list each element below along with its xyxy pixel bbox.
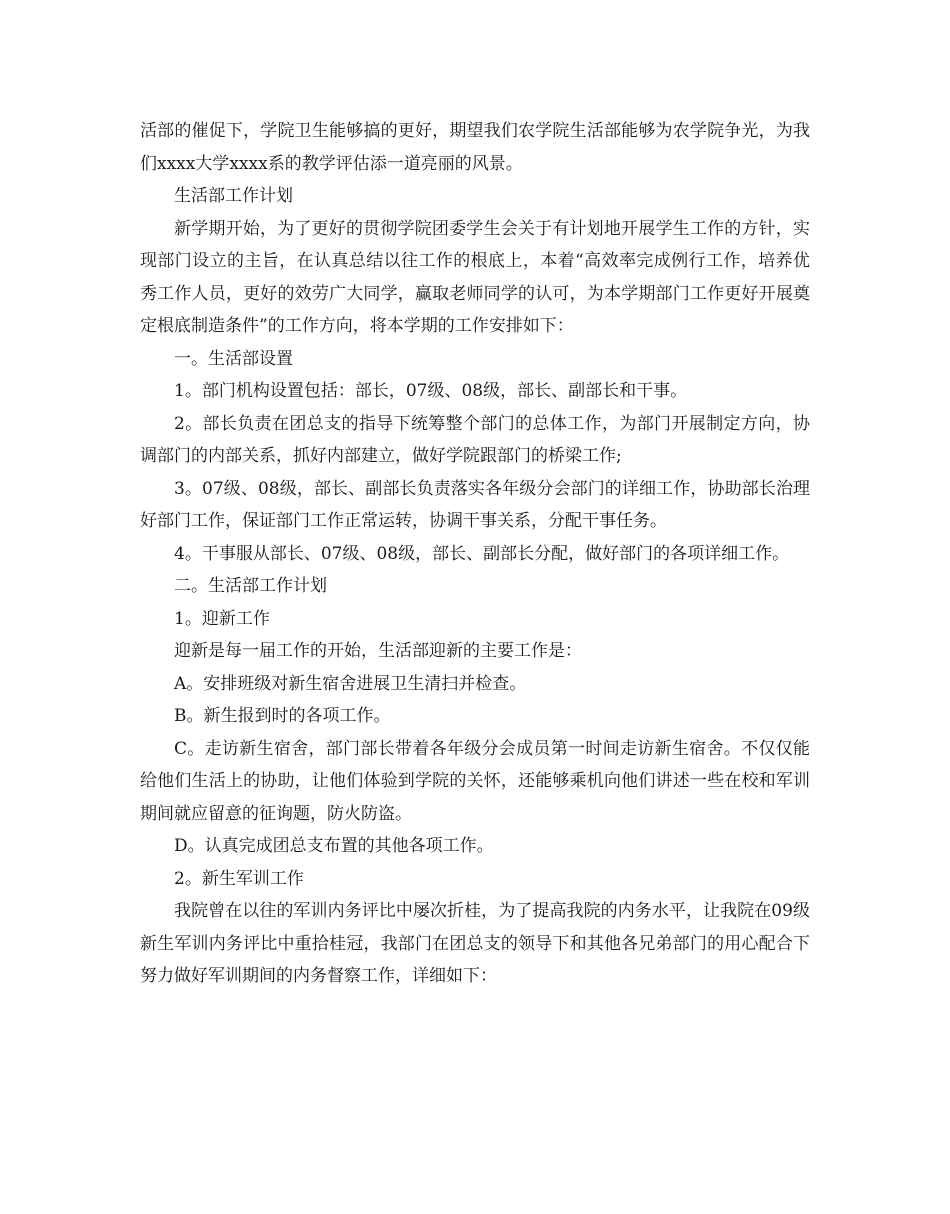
list-item-d: D。认真完成团总支布置的其他各项工作。 (174, 836, 494, 856)
paragraph-1: 活部的催促下，学院卫生能够搞的更好，期望我们农学院生活部能够为农学院争光，为我们xxxx大学xxxx系的教学评估添一道亮丽的风景。 (140, 121, 810, 174)
section-heading-2: 二。生活部工作计划 (174, 576, 327, 596)
section-heading-1: 一。生活部设置 (174, 348, 293, 369)
subsection-heading-2: 2。新生军训工作 (174, 868, 304, 889)
list-item-3: 3。07级、08级，部长、副部长负责落实各年级分会部门的详细工作，协助部长治理好部门工作，保证部门工作正常运转，协调干事关系，分配干事任务。 (140, 478, 810, 531)
list-item-c: C。走访新生宿舍，部门部长带着各年级分会成员第一时间走访新生宿舍。不仅仅能给他们生活上的协助，让他们体验到学院的关怀，还能够乘机向他们讲述一些在校和军训期间就应留意的征询题，防火防盗。 (140, 738, 810, 824)
paragraph-intro: 新学期开始，为了更好的贯彻学院团委学生会关于有计划地开展学生工作的方针，实现部门设立的主旨，在认真总结以往工作的根底上，本着“高效率完成例行工作，培养优秀工作人员，更好的效劳广大同学，赢取老师同学的认可，为本学期部门工作更好开展奠定根底制造条件”的工作方向，将本学期的工作安排如下： (140, 218, 810, 336)
list-item-4: 4。干事服从部长、07级、08级，部长、副部长分配，做好部门的各项详细工作。 (174, 543, 790, 564)
subsection-heading-1: 1。迎新工作 (174, 608, 270, 629)
list-item-b: B。新生报到时的各项工作。 (174, 706, 391, 726)
heading-work-plan: 生活部工作计划 (174, 186, 293, 206)
list-item-1: 1。部门机构设置包括：部长，07级、08级，部长、副部长和干事。 (174, 381, 688, 401)
list-item-2: 2。部长负责在团总支的指导下统筹整个部门的总体工作，为部门开展制定方向，协调部门的内部关系，抓好内部建立，做好学院跟部门的桥梁工作; (140, 413, 810, 466)
document-body (140, 115, 810, 993)
list-item-a: A。安排班级对新生宿舍进展卫生清扫并检查。 (174, 673, 527, 694)
paragraph-welcome: 迎新是每一届工作的开始，生活部迎新的主要工作是： (174, 641, 582, 661)
paragraph-military-training: 我院曾在以往的军训内务评比中屡次折桂，为了提高我院的内务水平，让我院在09级新生军训内务评比中重拾桂冠，我部门在团总支的领导下和其他各兄弟部门的用心配合下努力做好军训期间的内务督察工作，详细如下： (140, 901, 810, 986)
